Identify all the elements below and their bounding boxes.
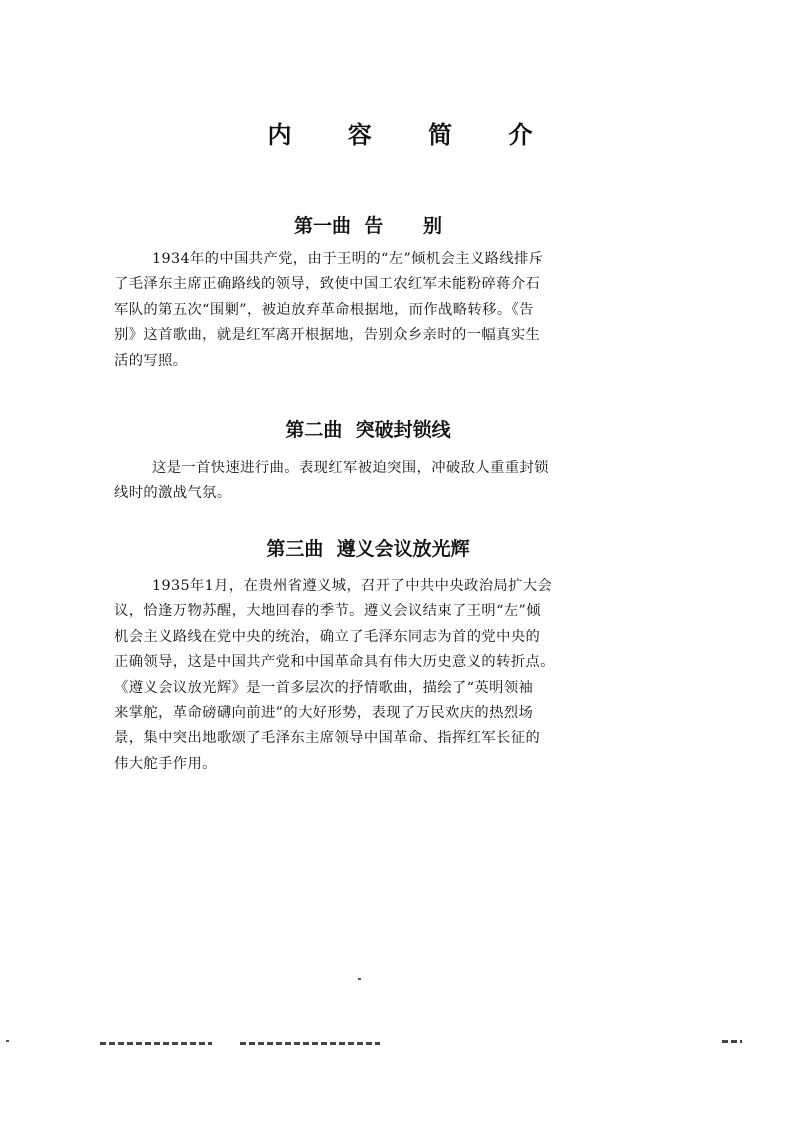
scan-dot <box>6 1040 9 1042</box>
body-line: 机会主义路线在党中央的统治，确立了毛泽东同志为首的党中央的 <box>114 628 541 645</box>
body-line: 《遵义会议放光辉》是一首多层次的抒情歌曲，描绘了“英明领袖 <box>114 679 534 696</box>
section-heading-2: 第二曲 突破封锁线 <box>285 419 451 441</box>
body-line: 来掌舵，革命磅礴向前进”的大好形势，表现了万民欢庆的热烈场 <box>114 705 534 722</box>
scan-dot <box>358 978 361 980</box>
body-line: 别》这首歌曲，就是红军离开根据地，告别众乡亲时的一幅真实生 <box>114 327 541 344</box>
body-line: 议，恰逢万物苏醒，大地回春的季节。遵义会议结束了王明“左”倾 <box>114 603 541 620</box>
section-body-2 <box>114 456 614 507</box>
body-line: 线时的激战气氛。 <box>114 485 232 502</box>
body-line: 正确领导，这是中国共产党和中国革命具有伟大历史意义的转折点。 <box>114 654 555 671</box>
section-heading-3: 第三曲 遵义会议放光辉 <box>266 538 470 560</box>
body-line: 了毛泽东主席正确路线的领导，致使中国工农红军未能粉碎蒋介石 <box>114 276 541 293</box>
section-body-1 <box>114 247 614 374</box>
body-line: 伟大舵手作用。 <box>114 755 217 772</box>
section-body-3 <box>114 574 614 777</box>
scan-bar <box>240 1042 380 1045</box>
body-line: 这是一首快速进行曲。表现红军被迫突围，冲破敌人重重封锁 <box>152 460 549 476</box>
body-line: 军队的第五次“围剿”，被迫放弃革命根据地，而作战略转移。《告 <box>114 301 534 318</box>
scan-bar <box>722 1040 742 1043</box>
scan-artifacts <box>0 1040 800 1050</box>
body-line: 1935年1月，在贵州省遵义城，召开了中共中央政治局扩大会 <box>152 578 553 594</box>
body-line: 活的写照。 <box>114 352 188 369</box>
body-line: 1934年的中国共产党，由于王明的“左”倾机会主义路线排斥 <box>152 251 544 267</box>
scan-bar <box>100 1042 212 1045</box>
section-heading-1: 第一曲 告 别 <box>294 215 442 237</box>
page-title: 内 容 简 介 <box>267 121 557 149</box>
body-line: 景，集中突出地歌颂了毛泽东主席领导中国革命、指挥红军长征的 <box>114 730 541 747</box>
